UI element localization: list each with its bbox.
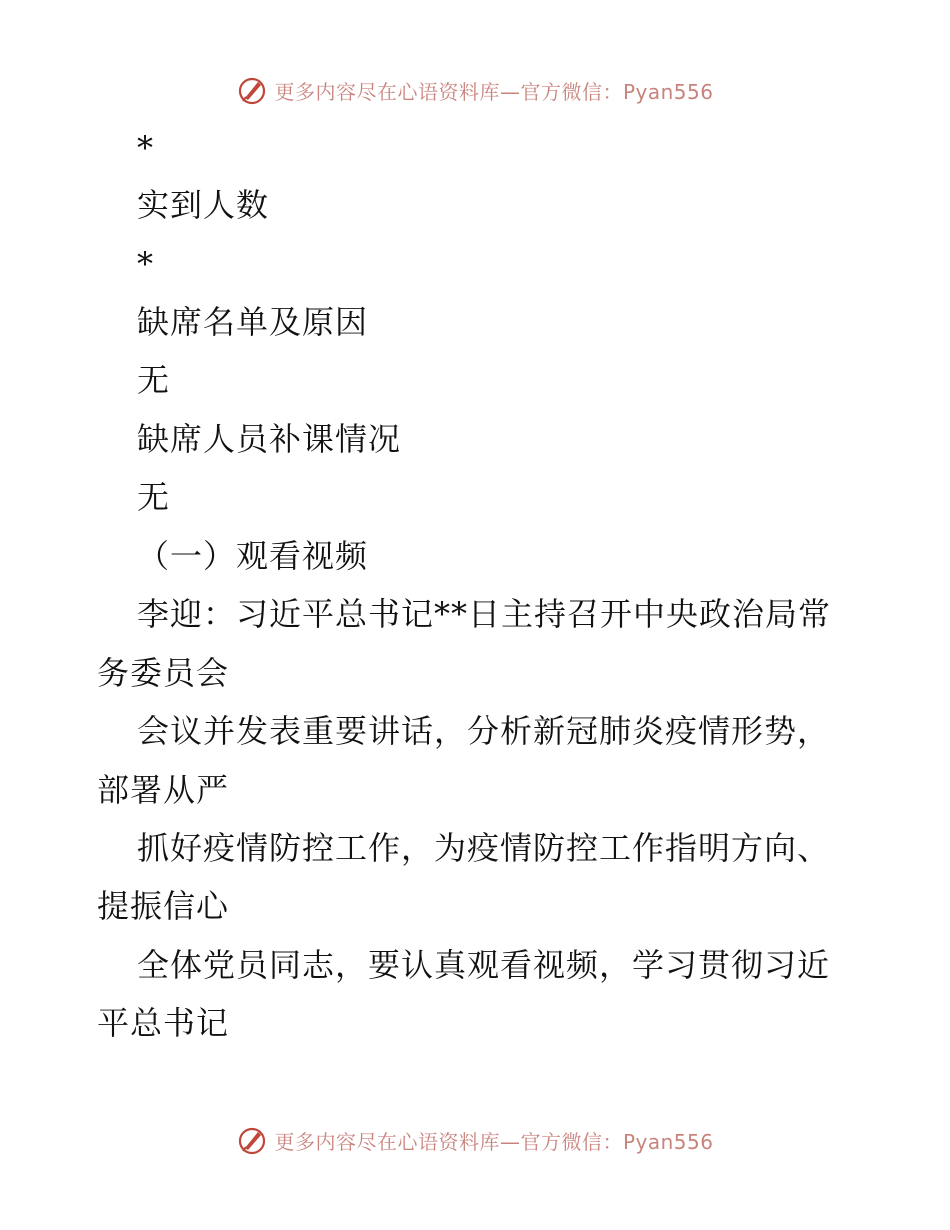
asterisk-line: * xyxy=(137,129,154,167)
paragraph-line: 全体党员同志，要认真观看视频，学习贯彻习近 xyxy=(137,946,831,984)
asterisk-line: * xyxy=(137,245,154,283)
watermark-text: 更多内容尽在心语资料库—官方微信：Pyan556 xyxy=(274,1129,714,1154)
paragraph-line: 抓好疫情防控工作，为疫情防控工作指明方向、 xyxy=(137,829,831,867)
feather-pen-logo-icon xyxy=(236,1124,268,1156)
footer-watermark xyxy=(0,1120,950,1160)
paragraph-line: 平总书记 xyxy=(97,1004,230,1042)
absentee-list-label: 缺席名单及原因 xyxy=(137,303,369,341)
paragraph-line: 提振信心 xyxy=(97,887,230,925)
feather-pen-logo-icon xyxy=(236,74,268,106)
paragraph-line: 会议并发表重要讲话，分析新冠肺炎疫情形势， xyxy=(137,712,831,750)
attendance-label: 实到人数 xyxy=(137,186,270,224)
paragraph-line: 务委员会 xyxy=(97,654,230,692)
section-heading: （一）观看视频 xyxy=(137,537,369,575)
watermark-text: 更多内容尽在心语资料库—官方微信：Pyan556 xyxy=(274,79,714,104)
paragraph-line: 部署从严 xyxy=(97,771,230,809)
header-watermark xyxy=(0,70,950,110)
absentee-list-value: 无 xyxy=(137,361,171,399)
makeup-class-label: 缺席人员补课情况 xyxy=(137,420,402,458)
makeup-class-value: 无 xyxy=(137,478,171,516)
paragraph-line: 李迎：习近平总书记**日主持召开中央政治局常 xyxy=(137,595,832,633)
